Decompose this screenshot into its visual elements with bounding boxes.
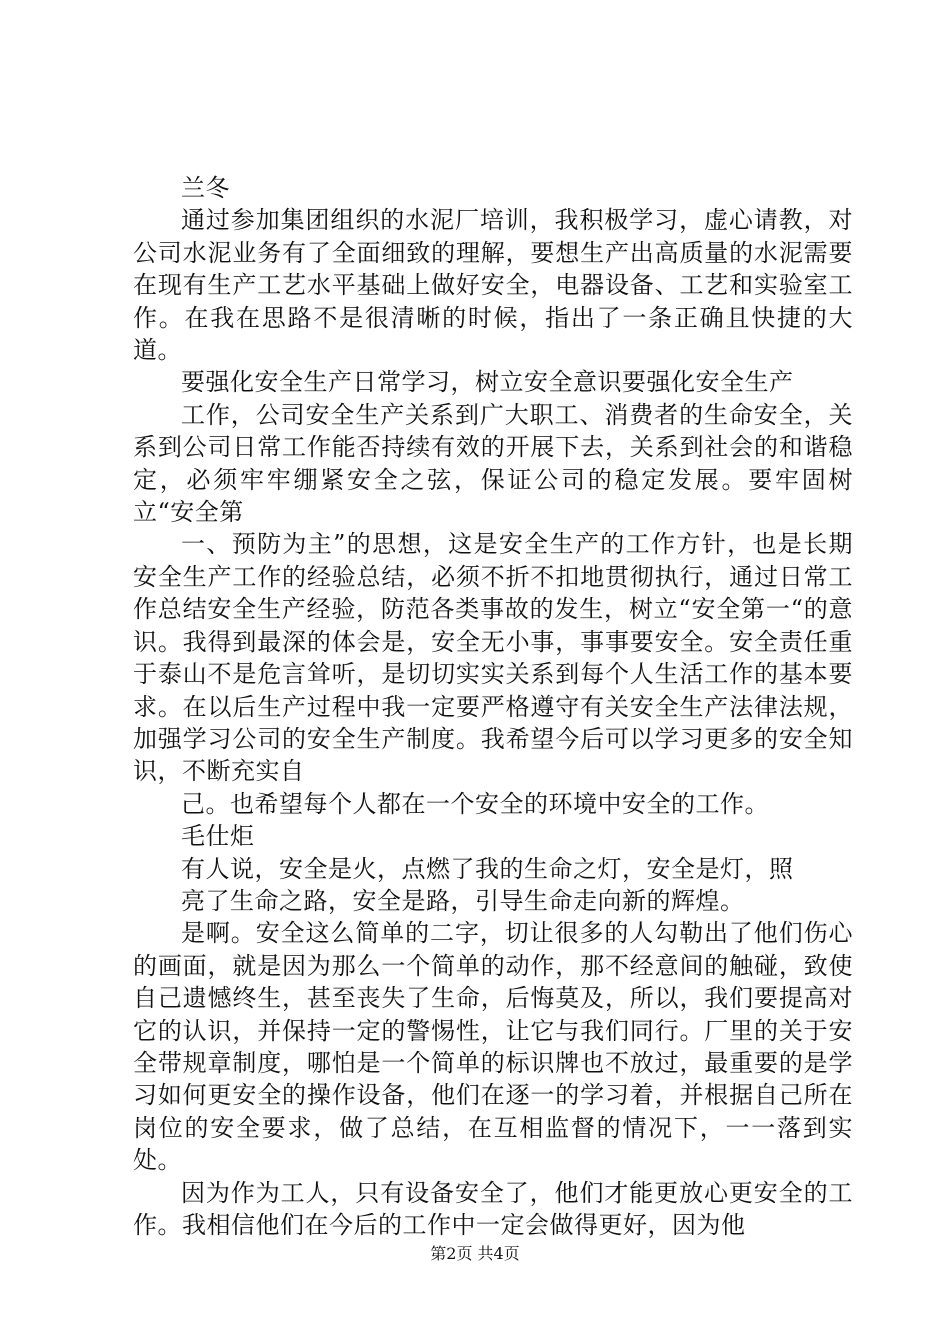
page-number-footer: 第2页 共4页 xyxy=(430,1244,520,1263)
document-body xyxy=(133,172,853,1241)
paragraph: 己。也希望每个人都在一个安全的环境中安全的工作。 xyxy=(181,789,769,818)
paragraph: 工作，公司安全生产关系到广大职工、消费者的生命安全，关系到公司日常工作能否持续有效的开展下去，关系到社会的和谐稳定，必须牢牢绷紧安全之弦，保证公司的稳定发展。要牢固树立“安全第 xyxy=(133,400,853,527)
paragraph: 通过参加集团组织的水泥厂培训，我积极学习，虚心请教，对公司水泥业务有了全面细致的理解，要想生产出高质量的水泥需要在现有生产工艺水平基础上做好安全，电器设备、工艺和实验室工作。在我在思路不是很清晰的时候，指出了一条正确且快捷的大道。 xyxy=(133,206,853,365)
paragraph: 有人说，安全是火，点燃了我的生命之灯，安全是灯，照 xyxy=(181,854,794,883)
paragraph: 是啊。安全这么简单的二字，切让很多的人勾勒出了他们伤心的画面，就是因为那么一个简单的动作，那不经意间的触碰，致使自己遗憾终生，甚至丧失了生命，后悔莫及，所以，我们要提高对它的认识，并保持一定的警惕性，让它与我们同行。厂里的关于安全带规章制度，哪怕是一个简单的标识牌也不放过，最重要的是学习如何更安全的操作设备，他们在逐一的学习着，并根据自己所在岗位的安全要求，做了总结，在互相监督的情况下，一一落到实处。 xyxy=(133,919,853,1175)
paragraph: 因为作为工人，只有设备安全了，他们才能更放心更安全的工作。我相信他们在今后的工作中一定会做得更好，因为他 xyxy=(133,1178,853,1239)
paragraph: 要强化安全生产日常学习，树立安全意识要强化安全生产 xyxy=(181,368,794,397)
author-name: 毛仕炬 xyxy=(181,822,255,851)
paragraph: 亮了生命之路，安全是路，引导生命走向新的辉煌。 xyxy=(181,886,745,915)
author-name: 兰冬 xyxy=(181,174,230,202)
paragraph: 一、预防为主”的思想，这是安全生产的工作方针，也是长期安全生产工作的经验总结，必须不折不扣地贯彻执行，通过日常工作总结安全生产经验，防范各类事故的发生，树立“安全第一“的意识。我得到最深的体会是，安全无小事，事事要安全。安全责任重于泰山不是危言耸听，是切切实实关系到每个人生活工作的基本要求。在以后生产过程中我一定要严格遵守有关安全生产法律法规，加强学习公司的安全生产制度。我希望今后可以学习更多的安全知识，不断充实自 xyxy=(133,530,853,786)
